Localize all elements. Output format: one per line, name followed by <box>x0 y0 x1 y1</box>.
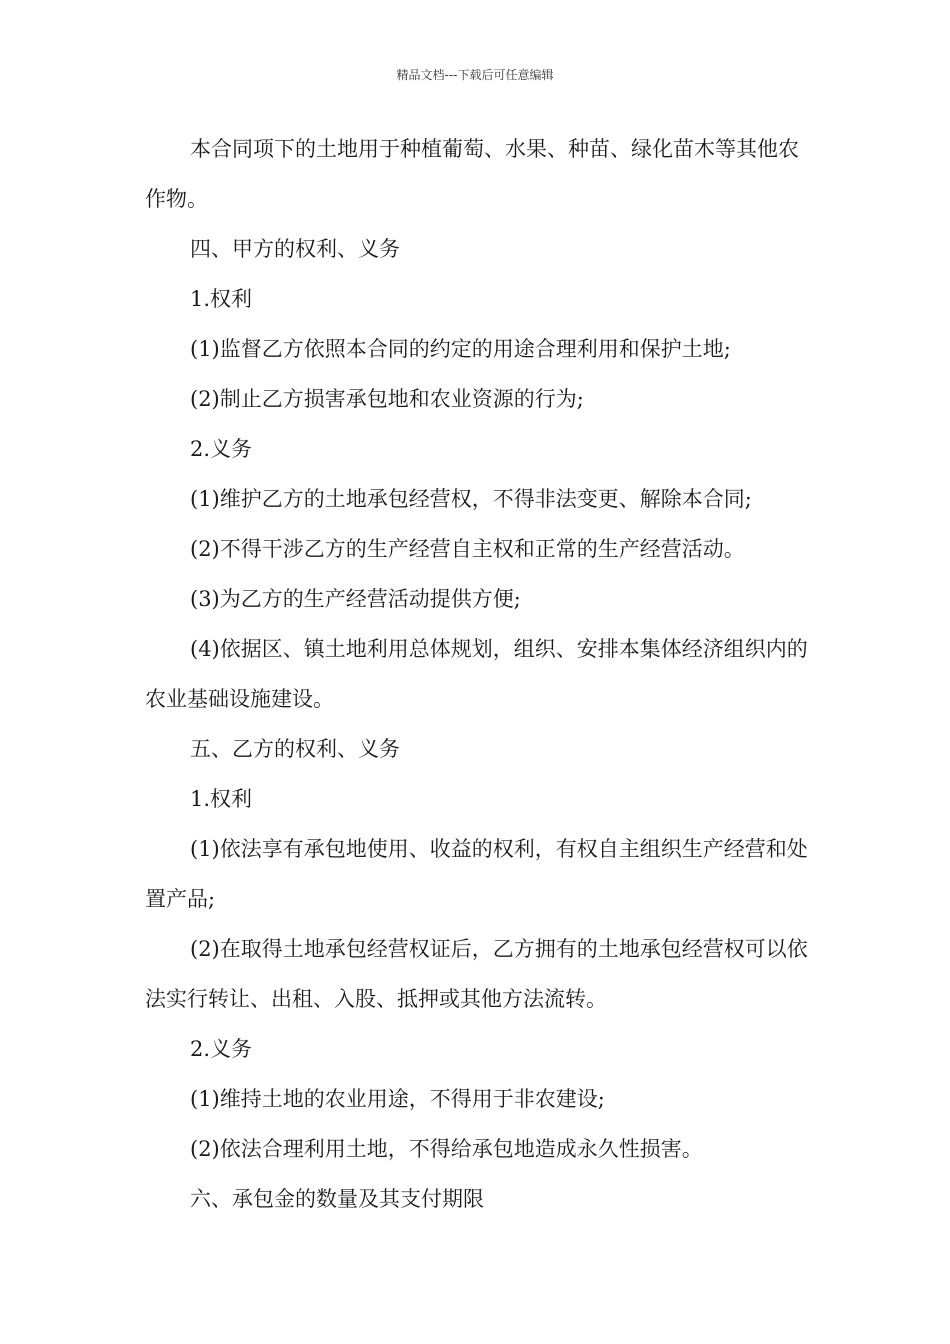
list-item: (1)维护乙方的土地承包经营权，不得非法变更、解除本合同; <box>190 487 752 511</box>
section-heading-party-a: 四、甲方的权利、义务 <box>190 237 400 261</box>
list-item: (1)依法享有承包地使用、收益的权利，有权自主组织生产经营和处置产品; <box>145 837 808 911</box>
section-heading-party-b: 五、乙方的权利、义务 <box>190 737 400 761</box>
list-item: (3)为乙方的生产经营活动提供方便; <box>190 587 521 611</box>
page-header: 精品文档---下载后可任意编辑 <box>396 68 554 82</box>
list-item: (1)监督乙方依照本合同的约定的用途合理利用和保护土地; <box>190 337 731 361</box>
list-item: (2)依法合理利用土地，不得给承包地造成永久性损害。 <box>190 1137 703 1161</box>
list-item: (1)维持土地的农业用途，不得用于非农建设; <box>190 1087 605 1111</box>
section-heading-payment: 六、承包金的数量及其支付期限 <box>190 1187 484 1211</box>
subheading-rights: 1.权利 <box>190 787 253 811</box>
list-item: (2)制止乙方损害承包地和农业资源的行为; <box>190 387 584 411</box>
paragraph-land-use: 本合同项下的土地用于种植葡萄、水果、种苗、绿化苗木等其他农作物。 <box>145 137 799 211</box>
document-body <box>145 124 815 1224</box>
subheading-rights: 1.权利 <box>190 287 253 311</box>
list-item: (2)在取得土地承包经营权证后，乙方拥有的土地承包经营权可以依法实行转让、出租、入股、抵押或其他方法流转。 <box>145 937 808 1011</box>
list-item: (2)不得干涉乙方的生产经营自主权和正常的生产经营活动。 <box>190 537 745 561</box>
subheading-obligations: 2.义务 <box>190 1037 253 1061</box>
subheading-obligations: 2.义务 <box>190 437 253 461</box>
list-item: (4)依据区、镇土地利用总体规划，组织、安排本集体经济组织内的农业基础设施建设。 <box>145 637 808 711</box>
